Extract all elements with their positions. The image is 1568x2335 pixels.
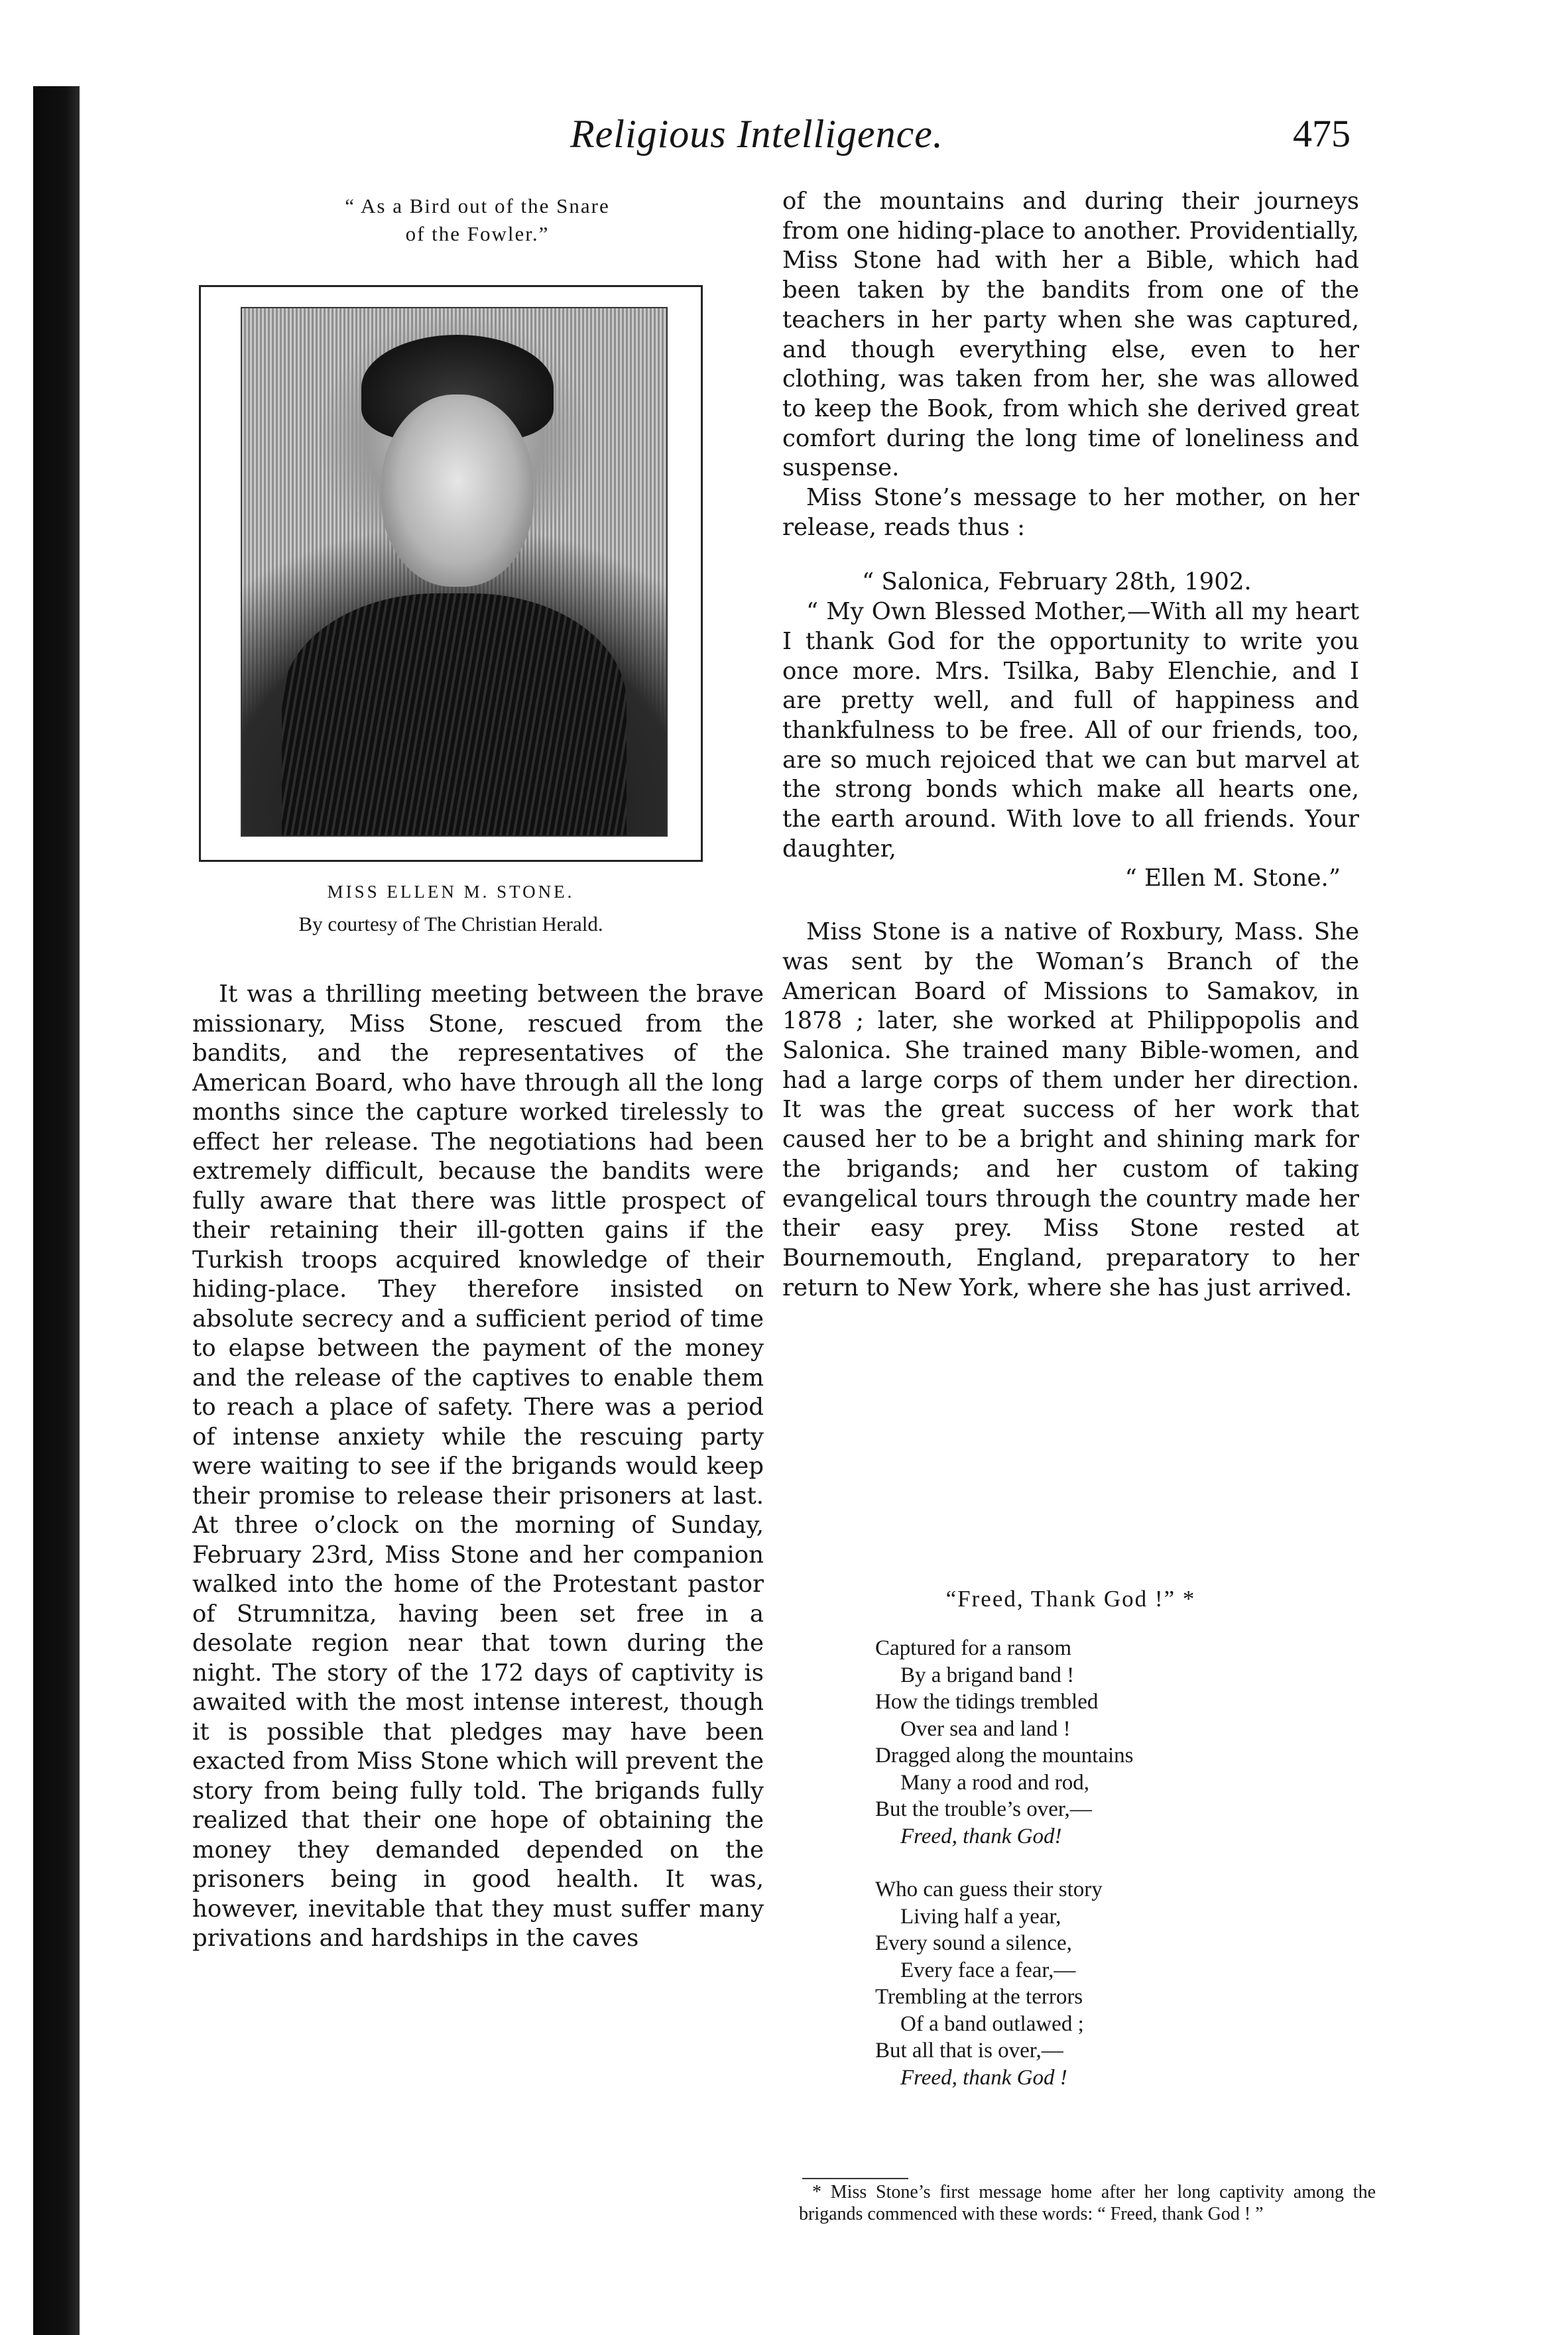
poem-line: Who can guess their story (875, 1878, 1103, 1901)
letter-body: “ My Own Blessed Mother,—With all my heart I thank God for the opportunity to write you once more. Mrs. Tsilka, Baby Elenchie, and I are pretty well, and full of happiness and thankfulness to be free. All of our friends, too, are so much rejoiced that we can but marvel at the strong bonds which make all hearts one, the earth around. With love to all friends. Your daughter, (782, 598, 1359, 863)
article-title (192, 192, 762, 248)
poem-stanza-2 (875, 1876, 1313, 2091)
poem-line: But the trouble’s over,— (875, 1797, 1092, 1821)
poem-line: Living half a year, (900, 1904, 1061, 1929)
right-column (782, 187, 1359, 1303)
portrait-photo (241, 307, 668, 837)
poem-refrain: Freed, thank God ! (900, 2065, 1067, 2090)
poem-title: “Freed, Thank God !” * (945, 1586, 1196, 1612)
portrait-frame (199, 285, 703, 862)
portrait-figure-face (381, 394, 534, 587)
poem-line: Captured for a ransom (875, 1636, 1071, 1660)
poem-line: Many a rood and rod, (900, 1770, 1090, 1795)
page-number: 475 (1293, 112, 1351, 155)
letter-block (782, 568, 1359, 894)
article-paragraph-message-intro: Miss Stone’s message to her mother, on her release, reads thus : (782, 484, 1359, 541)
poem-refrain: Freed, thank God! (900, 1824, 1062, 1848)
poem-line: By a brigand band ! (900, 1663, 1075, 1687)
running-title: Religious Intelligence. (570, 112, 943, 156)
letter-date: “ Salonica, February 28th, 1902. (862, 568, 1252, 596)
footnote: * Miss Stone’s first message home after her long captivity among the brigands commenced with these words: “ Freed, thank God ! ” (799, 2182, 1376, 2224)
poem-line: Of a band outlawed ; (900, 2011, 1084, 2036)
poem-line: Over sea and land ! (900, 1716, 1071, 1741)
portrait-caption-name: MISS ELLEN M. STONE. (327, 882, 575, 902)
poem (875, 1635, 1313, 2118)
portrait-caption-credit: By courtesy of The Christian Herald. (298, 912, 603, 935)
poem-line: But all that is over,— (875, 2039, 1063, 2063)
portrait-figure-body (282, 593, 627, 835)
article-paragraph-biography: Miss Stone is a native of Roxbury, Mass. She was sent by the Woman’s Branch of the American Board of Missions to Samakov, in 1878 ; later, she worked at Philippopolis and Salonica. She trained many Bible-women, and had a large corps of them under her direction. It was the great success of her work that caused her to be a bright and shining mark for the brigands; and her custom of taking evangelical tours through the country made her their easy prey. Miss Stone rested at Bournemouth, England, preparatory to her return to New York, where she has just arrived. (782, 918, 1359, 1301)
letter-signature: “ Ellen M. Stone.” (1124, 865, 1341, 892)
footnote-rule (802, 2178, 908, 2179)
article-paragraph-continued: of the mountains and during their journeys from one hiding-place to another. Providentially, Miss Stone had with her a Bible, which had been taken by the bandits from one of the teachers in her party when she was captured, and though everything else, even to her clothing, was taken from her, she was allowed to keep the Book, from which she derived great comfort during the long time of loneliness and suspense. (782, 188, 1359, 482)
article-title-line-2: of the Fowler.” (405, 222, 550, 245)
poem-line: Every face a fear,— (900, 1958, 1076, 1982)
poem-stanza-1 (875, 1635, 1313, 1850)
poem-line: Dragged along the mountains (875, 1744, 1134, 1767)
article-paragraph-left: It was a thrilling meeting between the brave missionary, Miss Stone, rescued from the bandits, and the representatives of the American Board, who have through all the long months since the capture worked tirelessly to effect her release. The negotiations had been extremely difficult, because the bandits were fully aware that there was little prospect of their retaining their ill-gotten gains if the Turkish troops acquired knowledge of their hiding-place. They therefore insisted on absolute secrecy and a sufficient period of time to elapse between the payment of the money and the release of the captives to enable them to reach a place of safety. There was a period of intense anxiety while the rescuing party were waiting to see if the brigands would keep their promise to release their prisoners at last. At three o’clock on the morning of Sunday, February 23rd, Miss Stone and her companion walked into the home of the Protestant pastor of Strumnitza, having been set free in a desolate region near that town during the night. The story of the 172 days of captivity is awaited with the most intense interest, though it is possible that pledges may have been exacted from Miss Stone which will prevent the story from being fully told. The brigands fully realized that their one hope of obtaining the money they demanded depended on the prisoners being in good health. It was, however, inevitable that they must suffer many privations and hardships in the caves (192, 981, 764, 1952)
poem-line: How the tidings trembled (875, 1690, 1099, 1714)
article-title-line-1: “ As a Bird out of the Snare (345, 194, 610, 217)
poem-line: Trembling at the terrors (875, 1985, 1083, 2009)
binding-edge (33, 86, 80, 2335)
poem-line: Every sound a silence, (875, 1931, 1072, 1955)
